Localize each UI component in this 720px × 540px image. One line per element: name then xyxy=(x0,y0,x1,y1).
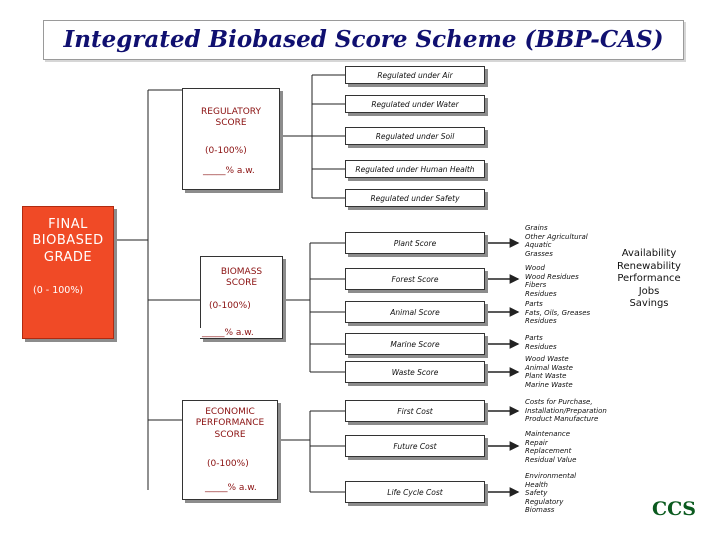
biomass-score-box xyxy=(200,256,283,339)
final-grade-range: (0 - 100%) xyxy=(33,285,84,296)
biomass-score-weight: _____% a.w. xyxy=(202,328,254,338)
economic-score-title: ECONOMIC PERFORMANCE SCORE xyxy=(195,407,265,440)
regulatory-score-box xyxy=(182,88,280,190)
final-grade-box xyxy=(22,206,114,339)
note-plant: Grains Other Agricultural Aquatic Grasses xyxy=(525,224,588,258)
marine-score-box: Marine Score xyxy=(345,333,485,355)
title-box xyxy=(43,20,684,60)
future-cost-box: Future Cost xyxy=(345,435,485,457)
plant-score-box: Plant Score xyxy=(345,232,485,254)
final-title-line: BIOBASED xyxy=(32,233,104,249)
side-criteria-list: Availability Renewability Performance Jobs Savings xyxy=(617,248,681,309)
regulated-safety-box: Regulated under Safety xyxy=(345,189,485,207)
regulated-soil-box: Regulated under Soil xyxy=(345,127,485,145)
regulated-water-box: Regulated under Water xyxy=(345,95,485,113)
note-life-cycle-cost: Environmental Health Safety Regulatory Biomass xyxy=(525,472,577,515)
note-forest: Wood Wood Residues Fibers Residues xyxy=(525,264,579,298)
ccs-logo: CCS xyxy=(652,498,696,520)
regulated-human-health-box: Regulated under Human Health xyxy=(345,160,485,178)
first-cost-box: First Cost xyxy=(345,400,485,422)
note-future-cost: Maintenance Repair Replacement Residual Value xyxy=(525,430,577,464)
life-cycle-cost-box: Life Cycle Cost xyxy=(345,481,485,503)
final-grade-title xyxy=(23,217,113,266)
economic-score-range: (0-100%) xyxy=(207,459,249,469)
regulatory-score-range: (0-100%) xyxy=(205,146,247,156)
note-first-cost: Costs for Purchase, Installation/Preparation Product Manufacture xyxy=(525,398,607,424)
forest-score-box: Forest Score xyxy=(345,268,485,290)
note-marine: Parts Residues xyxy=(525,334,557,351)
animal-score-box: Animal Score xyxy=(345,301,485,323)
economic-score-box xyxy=(182,400,278,500)
final-title-line: GRADE xyxy=(43,249,93,265)
biomass-score-title: BIOMASS SCORE xyxy=(220,267,263,289)
diagram-title: Integrated Biobased Score Scheme (BBP-CAS) xyxy=(63,26,664,53)
regulatory-score-title: REGULATORY SCORE xyxy=(201,107,261,129)
economic-score-weight: _____% a.w. xyxy=(205,483,257,493)
regulated-air-box: Regulated under Air xyxy=(345,66,485,84)
regulatory-score-weight: _____% a.w. xyxy=(203,166,255,176)
waste-score-box: Waste Score xyxy=(345,361,485,383)
final-title-line: FINAL xyxy=(48,217,88,232)
note-waste: Wood Waste Animal Waste Plant Waste Marine Waste xyxy=(525,355,573,389)
note-animal: Parts Fats, Oils, Greases Residues xyxy=(525,300,591,326)
biomass-score-range: (0-100%) xyxy=(209,301,251,311)
